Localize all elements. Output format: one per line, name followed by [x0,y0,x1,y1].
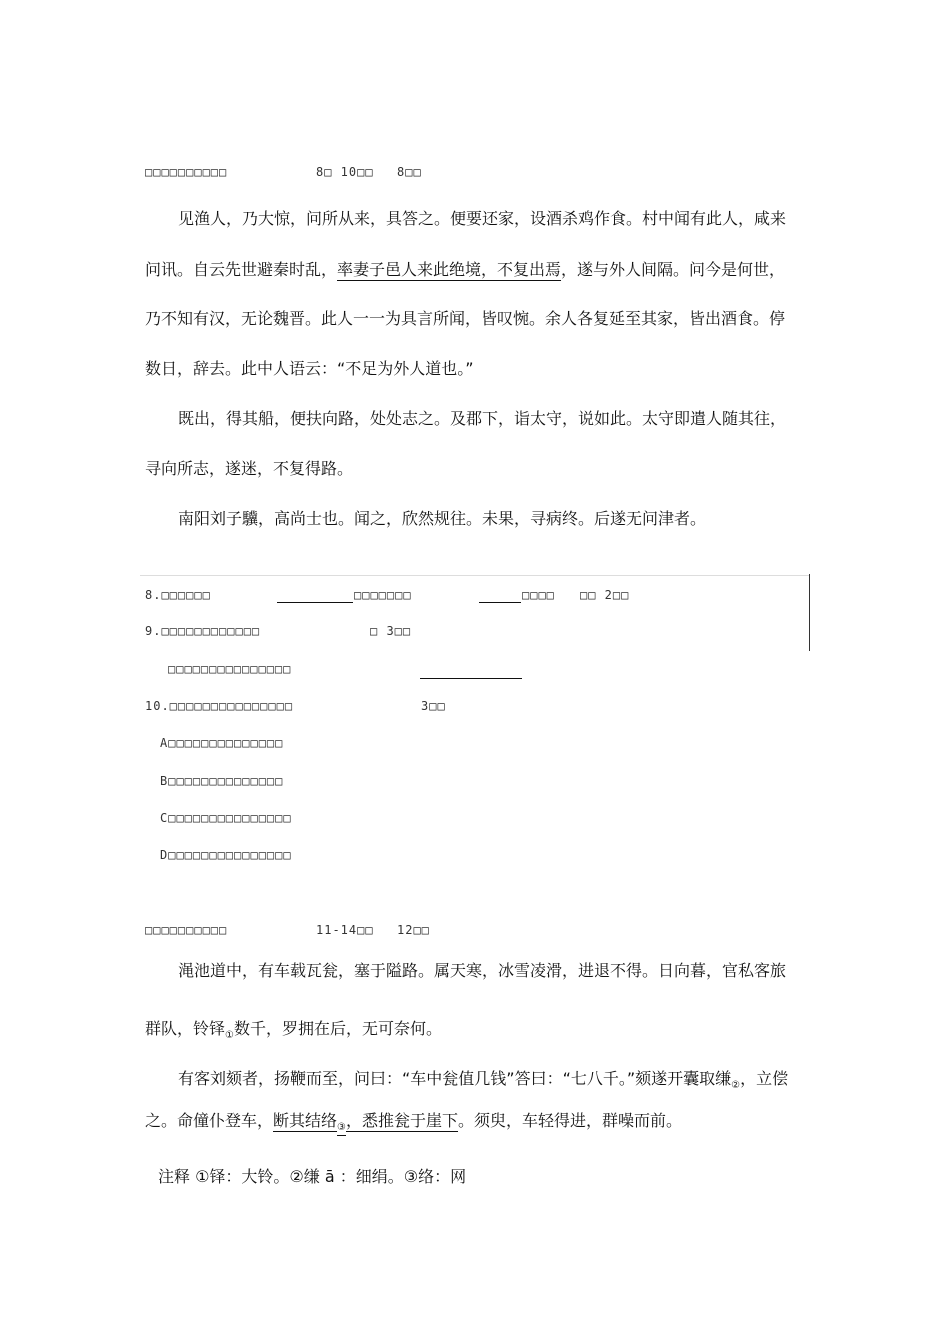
passage2-text: 群队，铃铎 [145,1019,226,1038]
passage2-text: 。须臾，车轻得进，群噪而前。 [458,1111,683,1130]
option-b[interactable]: B□□□□□□□□□□□□□□ [160,774,284,788]
passage-line: 见渔人，乃大惊，问所从来，具答之。便要还家，设酒杀鸡作食。村中闻有此人，咸来 [178,209,787,228]
passage-line: 数日，辞去。此中人语云：“不足为外人道也。” [145,359,474,378]
section1-range: 8□ 10□□ [316,165,374,179]
annotation-note: 注释 ①铎：大铃。②缣 ā ：细绢。③络：网 [158,1167,467,1186]
q8-text-2: □□□□ [522,588,555,602]
underlined-sentence: 率妻子邑人来此绝境，不复出焉 [337,260,562,279]
q9-answer-blank[interactable] [420,677,522,679]
passage-line: 既出，得其船，便扶向路，处处志之。及郡下，诣太守，说如此。太守即遣人随其往， [178,409,787,428]
footnote-marker: ① [225,1030,234,1042]
option-d[interactable]: D□□□□□□□□□□□□□□□ [160,848,292,862]
q8-label: 8.□□□□□□ [145,588,211,602]
passage2-line [178,1066,788,1091]
passage2-text: 数千，罗拥在后，无可奈何。 [233,1019,442,1038]
passage2-text: ，立偿 [740,1069,789,1088]
q8-blank-2[interactable] [479,601,521,603]
q8-points: □□ 2□□ [580,588,630,602]
q10-label: 10.□□□□□□□□□□□□□□□ [145,699,294,713]
q10-points: 3□□ [421,699,446,713]
underlined-phrase: ，悉推瓮于崖下 [346,1111,459,1130]
passage-line [145,257,785,280]
section1-header: □□□□□□□□□□ [145,165,228,179]
q8-blank-1[interactable] [277,601,353,603]
option-c[interactable]: C□□□□□□□□□□□□□□□ [160,811,292,825]
footnote-marker: ③ [337,1122,346,1134]
section2-header: □□□□□□□□□□ [145,923,228,937]
underlined-phrase: 断其结络 [273,1111,338,1130]
passage2-line: 渑池道中，有车载瓦瓮，塞于隘路。属天寒，冰雪凌滑，进退不得。日向暮，官私客旅 [178,961,787,980]
passage-text: ，遂与外人间隔。问今是何世， [561,260,786,279]
passage-line: 乃不知有汉，无论魏晋。此人一一为具言所闻，皆叹惋。余人各复延至其家，皆出酒食。停 [145,309,786,328]
passage2-line [145,1108,682,1133]
q9-sentence: □□□□□□□□□□□□□□□ [168,662,292,676]
footnote-marker: ② [731,1080,741,1092]
section1-points: 8□□ [397,165,422,179]
q9-points: □ 3□□ [370,624,412,638]
question-frame-top [140,575,810,576]
q8-text: □□□□□□□ [354,588,412,602]
q9-label: 9.□□□□□□□□□□□□ [145,624,261,638]
passage2-text: 有客刘颏者，扬鞭而至，问曰：“车中瓮值几钱”答曰：“七八千。”颏遂开囊取缣 [178,1069,732,1088]
option-a[interactable]: A□□□□□□□□□□□□□□ [160,736,284,750]
section2-range: 11-14□□ [316,923,374,937]
passage-text: 问讯。自云先世避秦时乱， [145,260,338,279]
passage2-text: 之。命僮仆登车， [145,1111,274,1130]
passage2-line [145,1016,442,1041]
section2-points: 12□□ [397,923,430,937]
passage-line: 南阳刘子驥，高尚士也。闻之，欣然规往。未果，寻病终。后遂无问津者。 [178,509,707,528]
question-frame-right [809,574,810,651]
passage-line: 寻向所志，遂迷，不复得路。 [145,459,354,478]
